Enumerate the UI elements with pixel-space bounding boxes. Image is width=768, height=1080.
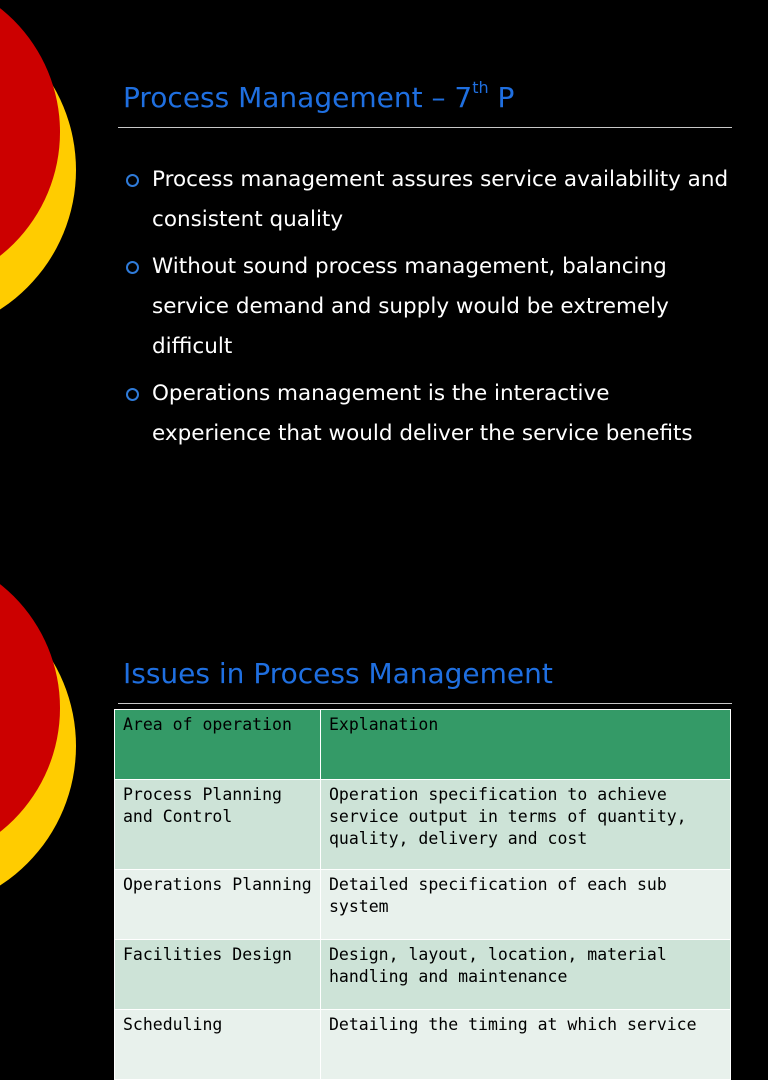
slide-title: Issues in Process Management <box>123 657 553 690</box>
bullet-list <box>124 160 734 461</box>
table-row <box>115 1010 731 1080</box>
slide-issues-in-process-management <box>0 576 768 1034</box>
explanation-cell: Detailing the timing at which service <box>321 1010 731 1080</box>
table-row <box>115 780 731 870</box>
column-header-area: Area of operation <box>115 710 321 780</box>
explanation-cell: Design, layout, location, material handling and maintenance <box>321 940 731 1010</box>
bullet-circle-icon <box>126 388 139 401</box>
explanation-cell: Detailed specification of each sub system <box>321 870 731 940</box>
table-header-row <box>115 710 731 780</box>
bullet-circle-icon <box>126 174 139 187</box>
bullet-item <box>124 160 734 240</box>
decorative-circles-graphic <box>0 576 90 886</box>
decorative-circles-graphic <box>0 0 90 310</box>
area-cell: Process Planning and Control <box>115 780 321 870</box>
title-suffix: P <box>488 81 515 114</box>
title-superscript: th <box>472 78 489 97</box>
bullet-text: Process management assures service availability and consistent quality <box>152 167 729 232</box>
slide-title <box>123 78 515 114</box>
bullet-item <box>124 247 734 367</box>
area-cell: Facilities Design <box>115 940 321 1010</box>
bullet-circle-icon <box>126 261 139 274</box>
column-header-explanation: Explanation <box>321 710 731 780</box>
table-row <box>115 940 731 1010</box>
table-row <box>115 870 731 940</box>
area-cell: Scheduling <box>115 1010 321 1080</box>
explanation-cell: Operation specification to achieve service output in terms of quantity, quality, delivery and cost <box>321 780 731 870</box>
title-text: Process Management – 7 <box>123 81 473 114</box>
bullet-text: Operations management is the interactive experience that would deliver the service benefits <box>152 381 693 446</box>
title-divider <box>118 703 732 704</box>
bullet-text: Without sound process management, balancing service demand and supply would be extremely difficult <box>152 254 669 359</box>
bullet-item <box>124 374 734 454</box>
issues-table <box>114 709 731 1080</box>
area-cell: Operations Planning <box>115 870 321 940</box>
title-divider <box>118 127 732 128</box>
